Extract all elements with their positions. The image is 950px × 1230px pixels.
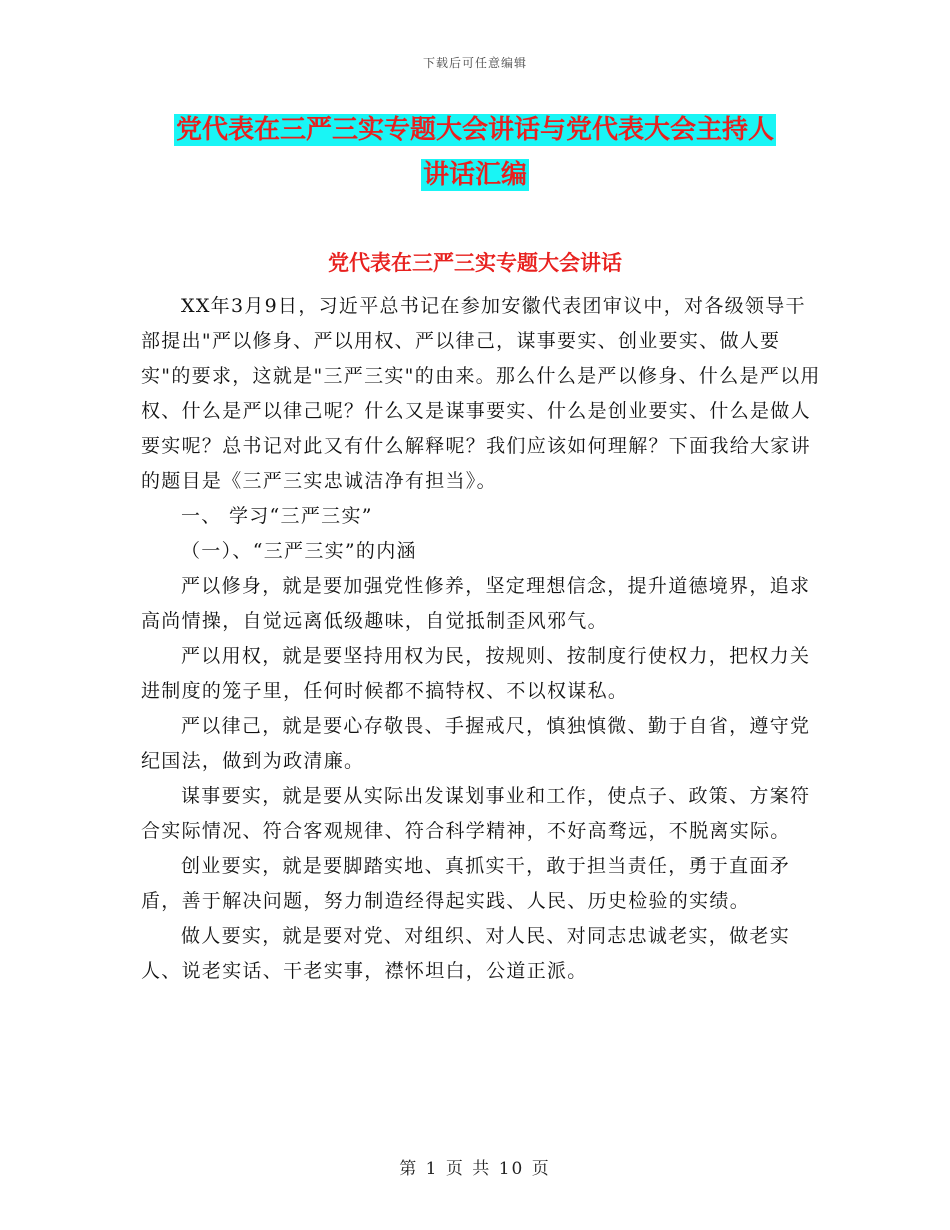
title-text-1: 党代表在三严三实专题大会讲话与党代表大会主持人 — [175, 115, 774, 145]
paragraph-intro: XX年3月9日，习近平总书记在参加安徽代表团审议中，对各级领导干部提出"严以修身、严以用权、严以律己，谋事要实、创业要实、做人要实"的要求，这就是"三严三实"的由来。那么什么是严以修身、什么是严以用权、什么是严以律己呢？什么又是谋事要实、什么是创业要实、什么是做人要实呢？总书记对此又有什么解释呢？我们应该如何理解？下面我给大家讲的题目是《三严三实忠诚洁净有担当》。 — [141, 295, 821, 492]
paragraph: 严以律己，就是要心存敬畏、手握戒尺，慎独慎微、勤于自省，遵守党纪国法，做到为政清廉。 — [141, 715, 811, 772]
heading-1: 一、 学习“三严三实” — [181, 505, 373, 527]
header-note: 下载后可任意编辑 — [422, 56, 527, 70]
title-text-2: 讲话汇编 — [422, 160, 527, 190]
paragraph: 严以用权，就是要坚持用权为民，按规则、按制度行使权力，把权力关进制度的笼子里，任何时候都不搞特权、不以权谋私。 — [141, 645, 811, 702]
paragraph: 做人要实，就是要对党、对组织、对人民、对同志忠诚老实，做老实人、说老实话、干老实事，襟怀坦白，公道正派。 — [141, 925, 791, 982]
section-title: 党代表在三严三实专题大会讲话 — [328, 251, 622, 275]
document-title-line-2 — [140, 155, 810, 195]
document-body — [141, 289, 821, 989]
paragraph: 谋事要实，就是要从实际出发谋划事业和工作，使点子、政策、方案符合实际情况、符合客观规律、符合科学精神，不好高骛远，不脱离实际。 — [141, 785, 811, 842]
page-footer: 第 1 页 共 10 页 — [399, 1159, 551, 1179]
heading-1-1: （一）、“三严三实”的内涵 — [181, 540, 417, 562]
paragraph: 创业要实，就是要脚踏实地、真抓实干，敢于担当责任，勇于直面矛盾，善于解决问题，努力制造经得起实践、人民、历史检验的实绩。 — [141, 855, 791, 912]
paragraph: 严以修身，就是要加强党性修养，坚定理想信念，提升道德境界，追求高尚情操，自觉远离低级趣味，自觉抵制歪风邪气。 — [141, 575, 811, 632]
document-title-line-1 — [140, 110, 810, 150]
